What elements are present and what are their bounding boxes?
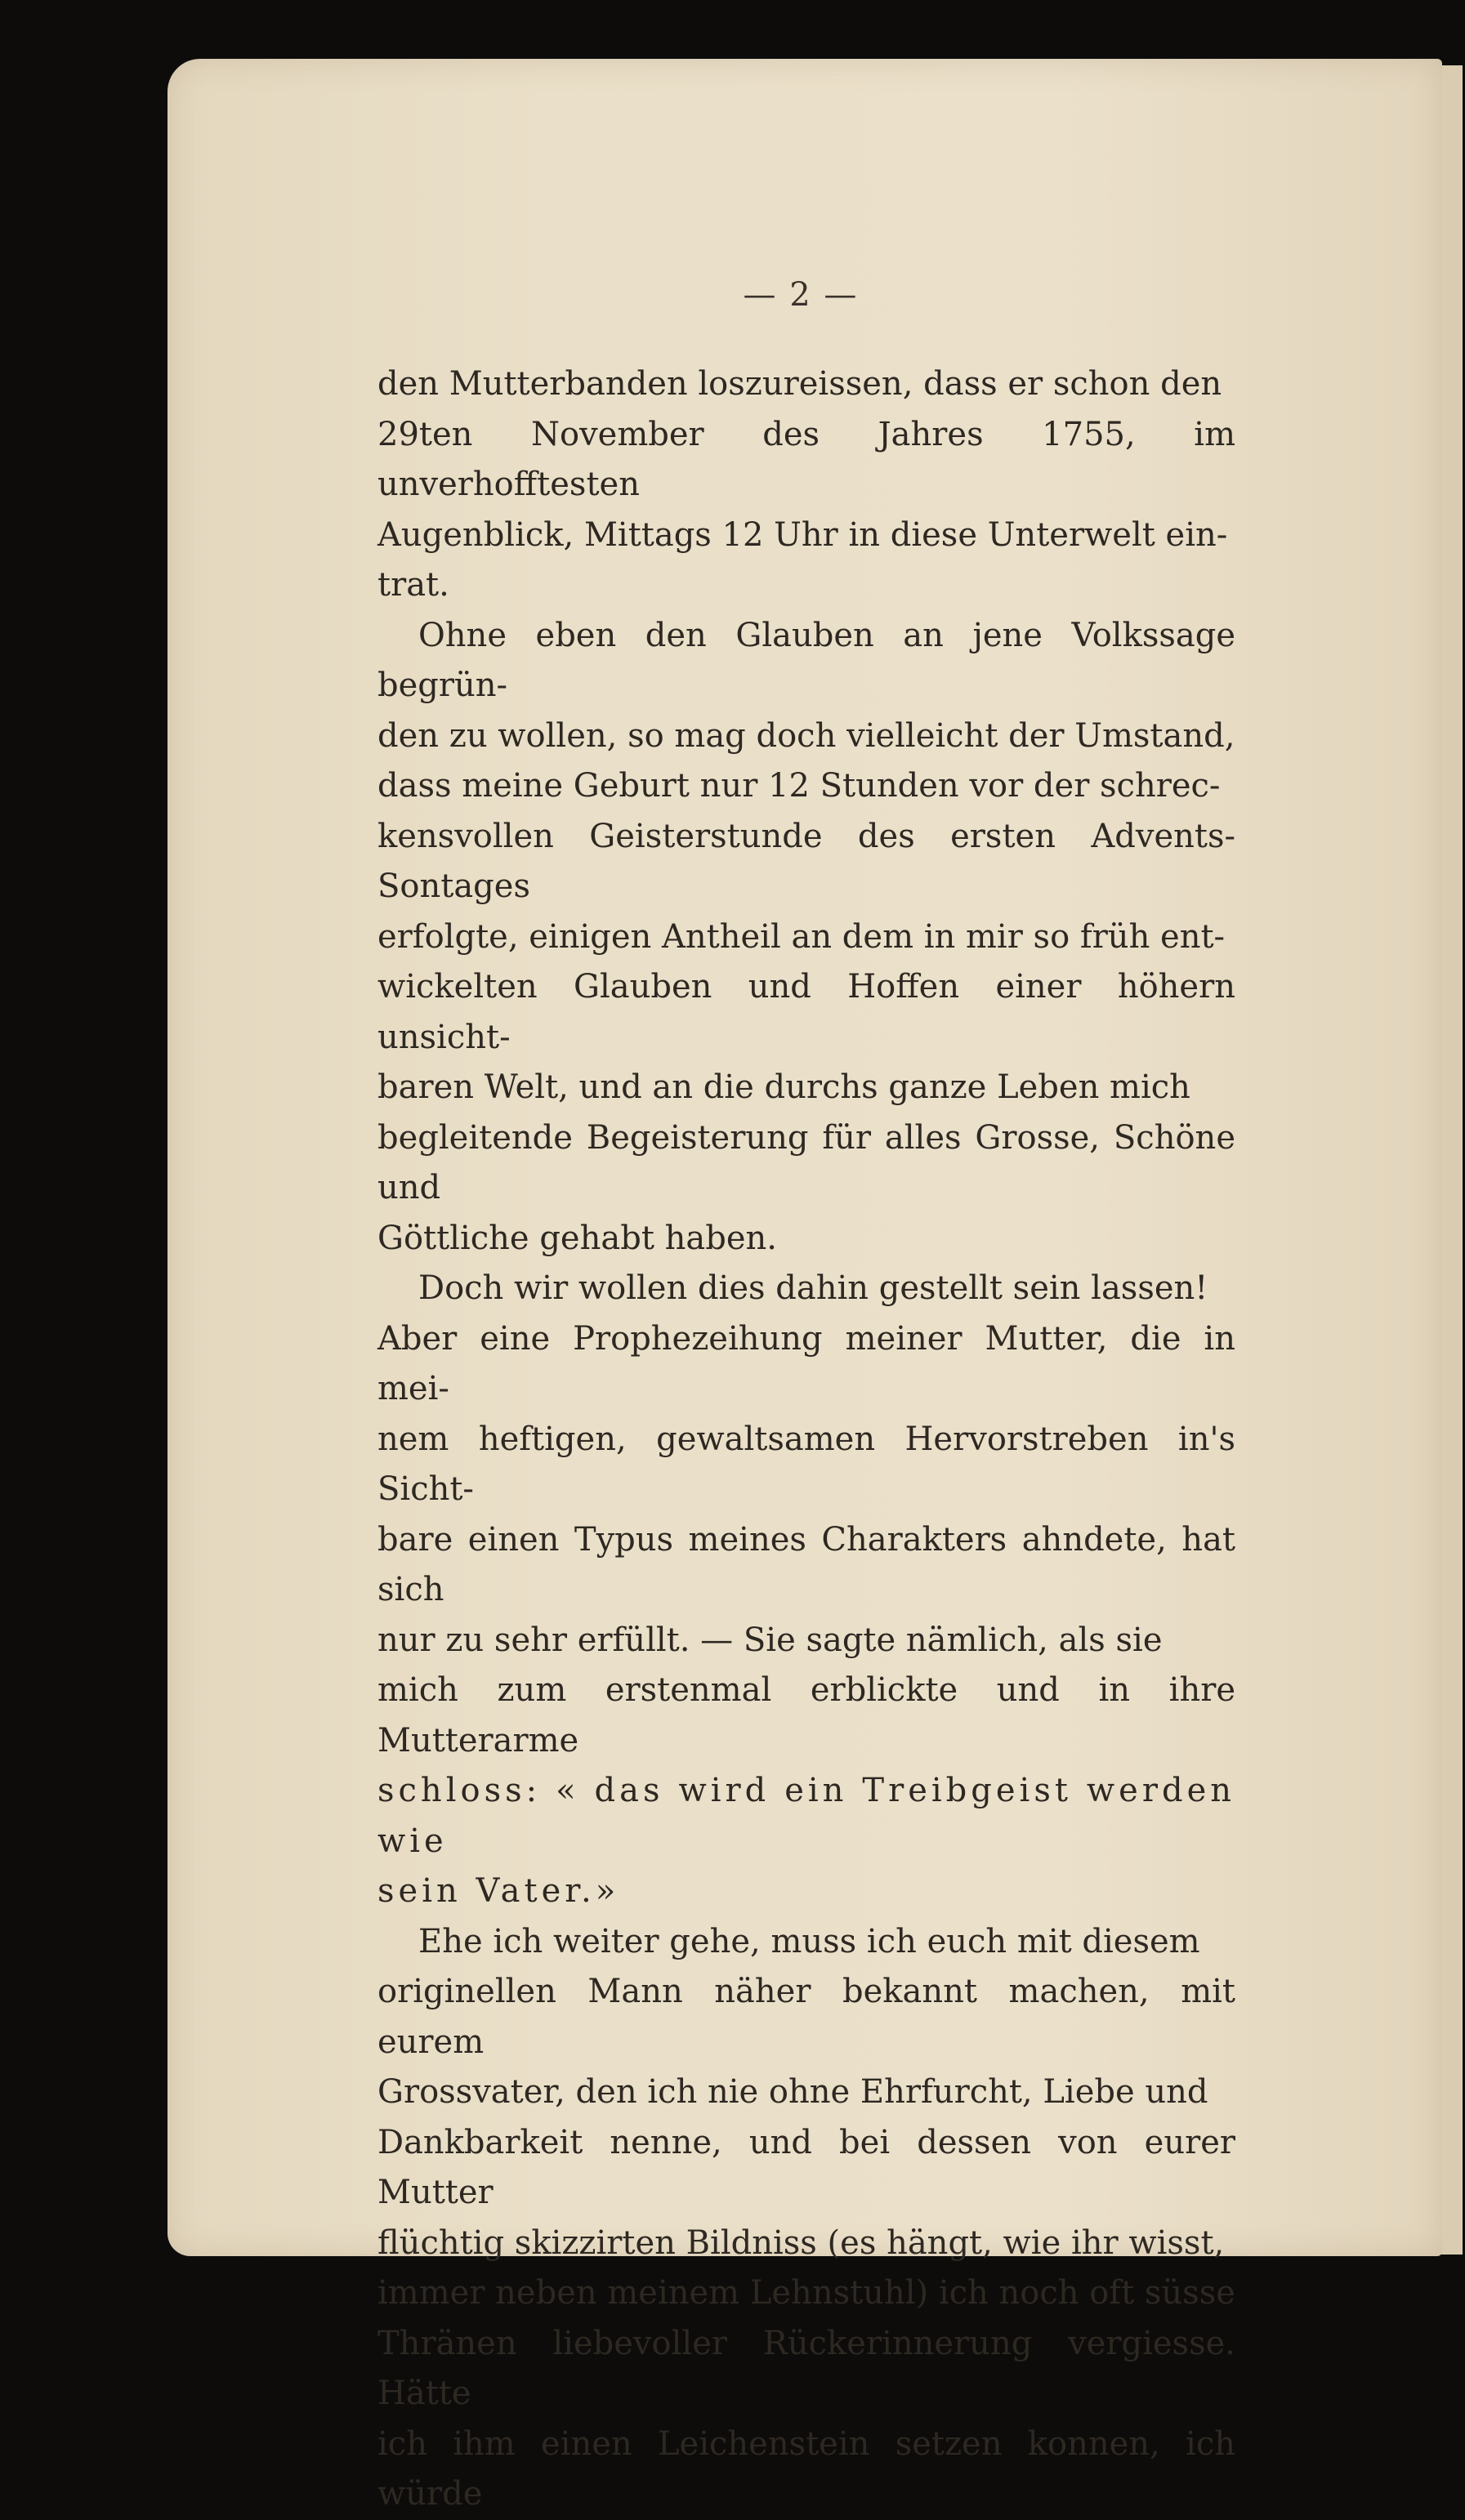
text-line: wickelten Glauben und Hoffen einer höhern unsicht-	[377, 968, 1235, 1056]
text-line: baren Welt, und an die durchs ganze Leben mich	[377, 1068, 1190, 1106]
text-line: bare einen Typus meines Charakters ahndete, hat sich	[377, 1520, 1235, 1608]
text-line: originellen Mann näher bekannt machen, mit eurem	[377, 1973, 1235, 2061]
text-line: kensvollen Geisterstunde des ersten Advents-Sontages	[377, 817, 1235, 905]
text-line: Ehe ich weiter gehe, muss ich euch mit diesem	[418, 1922, 1200, 1960]
text-line: sein Vater.»	[377, 1872, 620, 1910]
paragraph-1	[377, 359, 1235, 611]
text-line: begleitende Begeisterung für alles Grosse, Schöne und	[377, 1118, 1235, 1206]
text-line: den zu wollen, so mag doch vielleicht der Umstand,	[377, 716, 1235, 755]
text-line: trat.	[377, 566, 449, 604]
text-line: Ohne eben den Glauben an jene Volkssage begrün-	[377, 616, 1235, 704]
text-line: dass meine Geburt nur 12 Stunden vor der schrec-	[377, 767, 1221, 805]
text-line: ich ihm einen Leichenstein setzen konnen, ich würde	[377, 2424, 1235, 2513]
paragraph-4	[377, 1917, 1235, 2520]
text-line: nem heftigen, gewaltsamen Hervorstreben in's Sicht-	[377, 1420, 1235, 1508]
text-line: Augenblick, Mittags 12 Uhr in diese Unterwelt ein-	[377, 515, 1228, 554]
text-line: Dankbarkeit nenne, und bei dessen von eurer Mutter	[377, 2123, 1235, 2211]
text-line: erfolgte, einigen Antheil an dem in mir so früh ent-	[377, 917, 1226, 956]
text-line: Göttliche gehabt haben.	[377, 1219, 777, 1257]
paragraph-3	[377, 1264, 1235, 1917]
text-line: 29ten November des Jahres 1755, im unverhofftesten	[377, 415, 1235, 503]
text-line: immer neben meinem Lehnstuhl) ich noch oft süsse	[377, 2274, 1235, 2312]
text-line: Thränen liebevoller Rückerinnerung vergiesse. Hätte	[377, 2324, 1235, 2412]
paragraph-2	[377, 611, 1235, 1264]
text-line: Aber eine Prophezeihung meiner Mutter, die in mei-	[377, 1319, 1235, 1407]
text-line: flüchtig skizzirten Bildniss (es hängt, wie ihr wisst,	[377, 2223, 1225, 2262]
text-line: schloss: « das wird ein Treibgeist werden wie	[377, 1772, 1235, 1860]
page-number: — 2 —	[743, 276, 859, 314]
page-body	[377, 359, 1235, 2520]
text-line: den Mutterbanden loszureissen, dass er schon den	[377, 365, 1222, 403]
text-line: nur zu sehr erfüllt. — Sie sagte nämlich, als sie	[377, 1621, 1163, 1659]
text-line: mich zum erstenmal erblickte und in ihre Mutterarme	[377, 1671, 1235, 1760]
text-line: Doch wir wollen dies dahin gestellt sein lassen!	[418, 1269, 1208, 1307]
text-line: Grossvater, den ich nie ohne Ehrfurcht, Liebe und	[377, 2073, 1208, 2111]
